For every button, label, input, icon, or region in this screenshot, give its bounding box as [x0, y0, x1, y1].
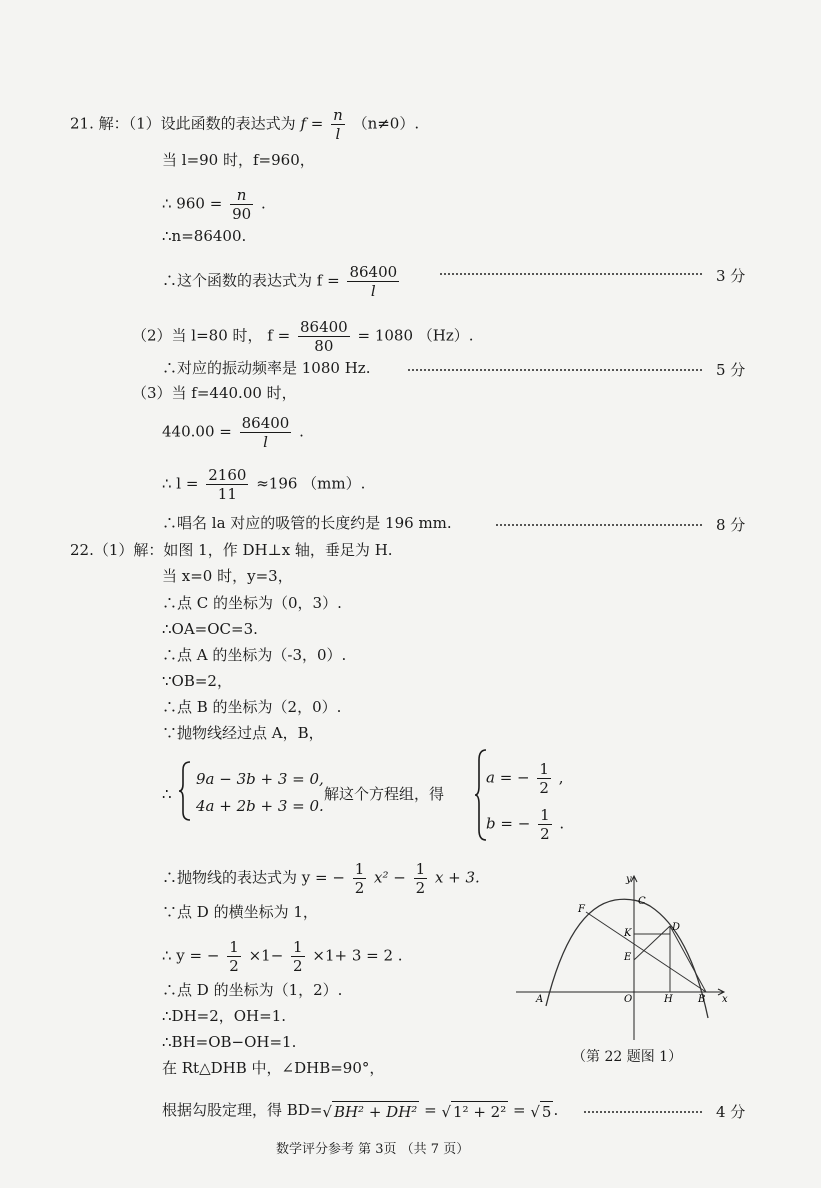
- score-3: 3 分: [716, 267, 746, 285]
- q22-line12: 在 Rt△DHB 中，∠DHB=90°，: [162, 1059, 385, 1077]
- q21-head: 21. 解：（1）设此函数的表达式为 f = $\frac{n}{l}$ （n≠0）.: [70, 106, 420, 143]
- left-brace-icon: [178, 760, 192, 822]
- label-E: E: [624, 952, 632, 963]
- label-O: O: [624, 994, 633, 1005]
- q22-line2: ∴点 C 的坐标为（0，3）.: [162, 594, 342, 612]
- score-leader-dots: [584, 1110, 702, 1113]
- parabola-expression: ∴抛物线的表达式为 y = − $\frac{1}{2}$ x² − $\frac{1}{2}$ x + 3.: [162, 860, 480, 897]
- q21-part2-answer: ∴对应的振动频率是 1080 Hz.: [162, 359, 371, 377]
- q21-line4: ∴这个函数的表达式为 f = $\frac{86400}{l}$: [162, 263, 398, 300]
- label-H: H: [664, 994, 673, 1005]
- system-therefore: ∴: [162, 785, 172, 803]
- q21-part3-line1: 440.00 = $\frac{86400}{l}$ .: [162, 414, 304, 451]
- q22-line1: 当 x=0 时，y=3，: [162, 567, 293, 585]
- solution-b: b = − $\frac{1}{2}$ .: [486, 806, 565, 843]
- solution-a: a = − $\frac{1}{2}$ ,: [486, 760, 564, 797]
- solve-text: 解这个方程组，得: [324, 785, 445, 803]
- q21-part3-head: （3）当 f=440.00 时，: [132, 384, 297, 402]
- y-value-calc: ∴ y = − $\frac{1}{2}$ ×1− $\frac{1}{2}$ ×1+ 3 = 2 .: [162, 938, 403, 975]
- q21-part3-answer: ∴唱名 la 对应的吸管的长度约是 196 mm.: [162, 514, 452, 532]
- q21-part2: （2）当 l=80 时， f = $\frac{86400}{80}$ = 1080 （Hz）.: [132, 318, 474, 355]
- segment-DB: [670, 926, 706, 992]
- q21-line3: ∴n=86400.: [162, 227, 247, 245]
- label-K: K: [624, 928, 632, 939]
- q22-line4: ∴点 A 的坐标为（-3，0）.: [162, 646, 347, 664]
- q21-part3-line2: ∴ l = $\frac{2160}{11}$ ≈196 （mm）.: [162, 466, 366, 503]
- page-footer: 数学评分参考 第 3页 （共 7 页）: [276, 1142, 470, 1157]
- q22-line9: ∴点 D 的坐标为（1，2）.: [162, 981, 343, 999]
- score-leader-dots: [408, 368, 702, 371]
- q22-line7: ∵抛物线经过点 A，B，: [162, 724, 324, 742]
- segment-ED: [634, 926, 670, 960]
- q21-line2: ∴ 960 = $\frac{n}{90}$ .: [162, 186, 266, 223]
- figure-parabola: [510, 868, 740, 1044]
- pythagoras-line: 根据勾股定理，得 BD=√ BH² + DH² = √ 1² + 2² = √ 5 .: [162, 1101, 559, 1121]
- label-F: F: [578, 904, 585, 915]
- score-leader-dots: [440, 272, 702, 275]
- equation-2: 4a + 2b + 3 = 0.: [196, 797, 324, 815]
- score-5: 5 分: [716, 361, 746, 379]
- q22-line6: ∴点 B 的坐标为（2，0）.: [162, 698, 342, 716]
- label-x: x: [722, 994, 728, 1005]
- q22-line10: ∴DH=2，OH=1.: [162, 1007, 287, 1025]
- label-C: C: [638, 896, 646, 907]
- figure-caption: （第 22 题图 1）: [572, 1049, 683, 1065]
- segment-FB: [586, 912, 706, 992]
- q21-line1: 当 l=90 时，f=960，: [162, 151, 315, 169]
- q22-line11: ∴BH=OB−OH=1.: [162, 1033, 297, 1051]
- label-A: A: [536, 994, 544, 1005]
- q22-head: 22.（1）解：如图 1，作 DH⊥x 轴，垂足为 H.: [70, 541, 393, 559]
- label-y: y: [626, 874, 632, 885]
- label-B: B: [698, 994, 706, 1005]
- equation-1: 9a − 3b + 3 = 0,: [196, 770, 324, 788]
- label-D: D: [672, 922, 681, 933]
- score-leader-dots: [496, 523, 702, 526]
- score-8: 8 分: [716, 516, 746, 534]
- q22-line5: ∵OB=2，: [162, 672, 232, 690]
- q22-line8: ∵点 D 的横坐标为 1，: [162, 903, 318, 921]
- score-4: 4 分: [716, 1103, 746, 1121]
- q22-line3: ∴OA=OC=3.: [162, 620, 258, 638]
